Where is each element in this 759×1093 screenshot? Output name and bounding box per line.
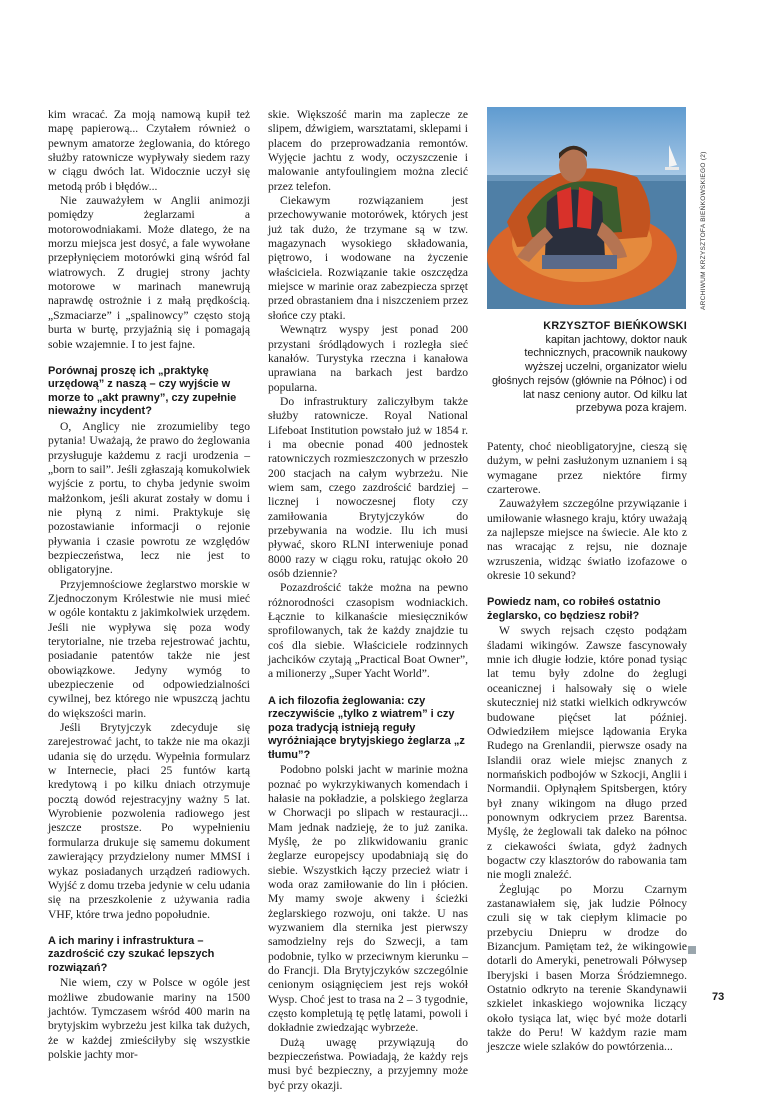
- article-column-2: [268, 108, 468, 1093]
- paragraph: O, Anglicy nie zrozumieliby tego pytania! Uważają, że prawo do żeglowania przysługuje każdemu z racji urodzenia – „born to sail”. Jeśli zgłaszają komukolwiek wyjście z portu, to chyba jedynie swoim małżonkom, jeśli akurat zostały w domu i nie płyną z nimi. Praktykuje się pozostawianie informacji o rejonie pływania i czasie powrotu ze względów bezpieczeństwa, lecz nie jest to obligatoryjne.: [48, 419, 250, 577]
- paragraph: Zauważyłem szczególne przywiązanie i umiłowanie własnego kraju, który uważają za najlepsze miejsce na świecie. Ale kto z nas wracając z rejsu, nie doznaje wzruszenia, widząc światło izofazowe o okresie 10 sekund?: [487, 497, 687, 583]
- paragraph: Podobno polski jacht w marinie można poznać po wykrzykiwanych komendach i hałasie na pokładzie, a polskiego żeglarza w Chorwacji po slipach w restauracji... Mam jednak nadzieję, że to już zanika. Myślę, że po zlikwidowaniu granic żeglarze europejscy upodabniają się do siebie. Wszystkich łączy przecież wiatr i woda oraz zamiłowanie do lin i płócien. My mamy swoje akweny i ścieżki żeglarskiego rozwoju, oni także. U nas wyzwaniem dla sternika jest pierwszy samodzielny rejs do Szwecji, a tam podobnie, tylko w przeciwnym kierunku – do Francji. Dla Brytyjczyków szczególnie cenionym osiągnięciem jest rejs wokół Wysp. Choć jest to trasa na 2 – 3 tygodnie, często kompletują tę pętlę latami, powoli i dokładnie zwiedzając wybrzeże.: [268, 763, 468, 1035]
- paragraph: kim wracać. Za moją namową kupił też mapę papierową... Czytałem również o pewnym amatorze żeglowania, do którego służby ratownicze wypływały siedem razy w ciągu dwóch lat. Widocznie uczył się metodą prób i błędów...: [48, 108, 250, 193]
- person-body: [545, 190, 605, 258]
- paragraph: Nie zauważyłem w Anglii animozji pomiędzy żeglarzami a motorowodniakami. Może dlatego, że na morzu miejsca jest dosyć, a fale wywołane przepłynięciem motorówki giną wśród fal wiatrowych. Z drugiej strony jachty motorowe w marinach manewrują naprawdę ostrożnie i z małą prędkością. „Szmaciarze” i „spalinowcy” często stoją burta w burtę, przyjaźnią się i pomagają sobie wzajemnie. I to jest fajne.: [48, 194, 250, 351]
- paragraph: Wewnątrz wyspy jest ponad 200 przystani śródlądowych i rozległa sieć kanałów. Turystyka rzeczna i kanałowa uprawiana na barkach jest bardzo popularna.: [268, 323, 468, 394]
- paragraph: Do infrastruktury zaliczyłbym także służby ratownicze. Royal National Lifeboat Institution powstało już w 1854 r. i ma obecnie ponad 400 jednostek ratowniczych rozmieszczonych w przeszło 200 stacjach na całym wybrzeżu. Nie wiem sam, czego zazdrościć bardziej – licznej i nowoczesnej floty czy zamiłowania Brytyjczyków do przebywania na wodzie. Ilu ich musi pływać, skoro RLNI interweniuje ponad 8000 razy w ciągu roku, ratując około 20 osób dziennie?: [268, 394, 468, 580]
- article-end-mark: [688, 946, 696, 954]
- paragraph: W swych rejsach często podążam śladami wikingów. Zawsze fascynowały mnie ich długie łodzie, które ponad tysiąc lat temu były zdolne do żeglugi oceanicznej i halsowały się o wiele skuteczniej niż statki wielkich odkrywców budowane pięćset lat później. Odwiedziłem miejsce lądowania Eryka Rudego na Grenlandii, pierwsze osady na Islandii oraz wiele miejsc znanych z normańskich podbojów w Szkocji, Anglii i Normandii. Opłynąłem Spitsbergen, który był znany wikingom na długo przed ponownym odkryciem przez Barentsa. Myślę, że żeglowali tak daleko na północ z ciekawości świata, gdyż żadnych bogactw czy klasztorów do rabowania tam nie mogli znaleźć.: [487, 624, 687, 882]
- paragraph: Ciekawym rozwiązaniem jest przechowywanie motorówek, których jest już tak dużo, że trzymane są w tzw. magazynach wysokiego składowania, piętrowo, i wodowane na życzenie właściciela. Rozwiązanie takie oszczędza miejsce w marinie oraz zabezpiecza sprzęt przed obrastaniem dna i niszczeniem przez słońce czy ptaki.: [268, 194, 468, 322]
- caption-name: KRZYSZTOF BIEŃKOWSKI: [543, 320, 687, 332]
- article-column-1: [48, 108, 250, 1062]
- interview-question: Porównaj proszę ich „praktykę urzędową” z naszą – czy wyjście w morze to „akt prawny”, czy zupełnie nieważny incydent?: [48, 364, 237, 418]
- paragraph: Nie wiem, czy w Polsce w ogóle jest możliwe zbudowanie mariny na 1500 jachtów. Tymczasem wśród 400 marin na brytyjskim wybrzeżu jest kilka tak dużych, że w każdej zmieściłyby się wszystkie polskie jachty mor-: [48, 976, 250, 1062]
- paragraph: Dużą uwagę przywiązują do bezpieczeństwa. Powiadają, że każdy rejs musi być bezpieczny, a przyjemny może być przy okazji.: [268, 1035, 468, 1092]
- photo-credit: ARCHIWUM KRZYSZTOFA BIEŃKOWSKIEGO (2): [700, 151, 707, 310]
- article-column-3: [487, 440, 687, 1055]
- paragraph: Patenty, choć nieobligatoryjne, cieszą się dużym, w pełni zasłużonym uznaniem i są wymagane przez niektóre firmy czarterowe.: [487, 440, 687, 497]
- page-number: 73: [712, 991, 725, 1003]
- paragraph: Przyjemnościowe żeglarstwo morskie w Zjednoczonym Królestwie nie musi mieć w ogóle kontaktu z jakimkolwiek urzędem. Jeśli nie wypływa się poza wody terytorialne, nie trzeba rejestrować jachtu, posiadanie patentów także nie jest obowiązkowe. Jedyny wymóg to ubezpieczenie od odpowiedzialności cywilnej, bez którego nie wpuszczą jachtu do większości marin.: [48, 577, 250, 720]
- interview-question: Powiedz nam, co robiłeś ostatnio żeglarsko, co będziesz robił?: [487, 596, 661, 622]
- paragraph: skie. Większość marin ma zaplecze ze slipem, dźwigiem, warsztatami, sklepami i placem do przeprowadzania remontów. Wyjęcie jachtu z wody, oczyszczenie i malowanie antyfoulingiem można zlecić przez telefon.: [268, 108, 468, 193]
- paragraph: Pozazdrościć także można na pewno różnorodności czasopism wodniackich. Łącznie to kilkanaście miesięczników sprofilowanych, tak że każdy znajdzie tu coś dla siebie. Właściciele rodzinnych jachcików czytają „Practical Boat Owner”, a milionerzy „Super Yacht World”.: [268, 581, 468, 681]
- photo-caption: [487, 320, 687, 416]
- interview-question: A ich filozofia żeglowania: czy rzeczywiście „tylko z wiatrem” i czy poza tradycją istnieją reguły wyróżniające brytyjskiego żeglarza „z tłumu”?: [268, 694, 465, 761]
- paragraph: Jeśli Brytyjczyk zdecyduje się zarejestrować jacht, to także nie ma okazji udania się do urzędu. Wypełnia formularz w Internecie, płaci 25 funtów kartą kredytową i po kilku dniach otrzymuje pocztą dowód rejestracyjny ważny 5 lat. Wyrobienie pozwolenia radiowego jest jeszcze prostsze. Po wypełnieniu formularza drukuje się samemu dokument zawierający przydzielony numer MMSI i wykaz posiadanych urządzeń radiowych. Wyjść z domu trzeba jedynie w celu udania się na przeszkolenie z używania radia VHF, które trwa jedno popołudnie.: [48, 721, 250, 921]
- caption-description: kapitan jachtowy, doktor nauk technicznych, pracownik naukowy wyższej uczelni, organizator wielu głośnych rejsów (głównie na Północ) i od lat nasz ceniony autor. Od kilku lat przebywa poza krajem.: [491, 333, 687, 415]
- paragraph: Żeglując po Morzu Czarnym zastanawiałem się, jak ludzie Północy czuli się w tak ciepłym klimacie po przebyciu Dniepru w drodze do Bizancjum. Pamiętam też, że wikingowie dotarli do Ameryki, penetrowali Półwysep Iberyjski i basen Morza Śródziemnego. Ostatnio odkryto na terenie Skandynawii szkielet inkaskiego wojownika liczący około tysiąca lat, więc być może dotarli także do Peru! W każdym razie mam jeszcze wiele szlaków do powtórzenia...: [487, 882, 687, 1054]
- portrait-photo: [487, 107, 686, 309]
- interview-question: A ich mariny i infrastruktura – zazdrościć czy szukać lepszych rozwiązań?: [48, 934, 215, 974]
